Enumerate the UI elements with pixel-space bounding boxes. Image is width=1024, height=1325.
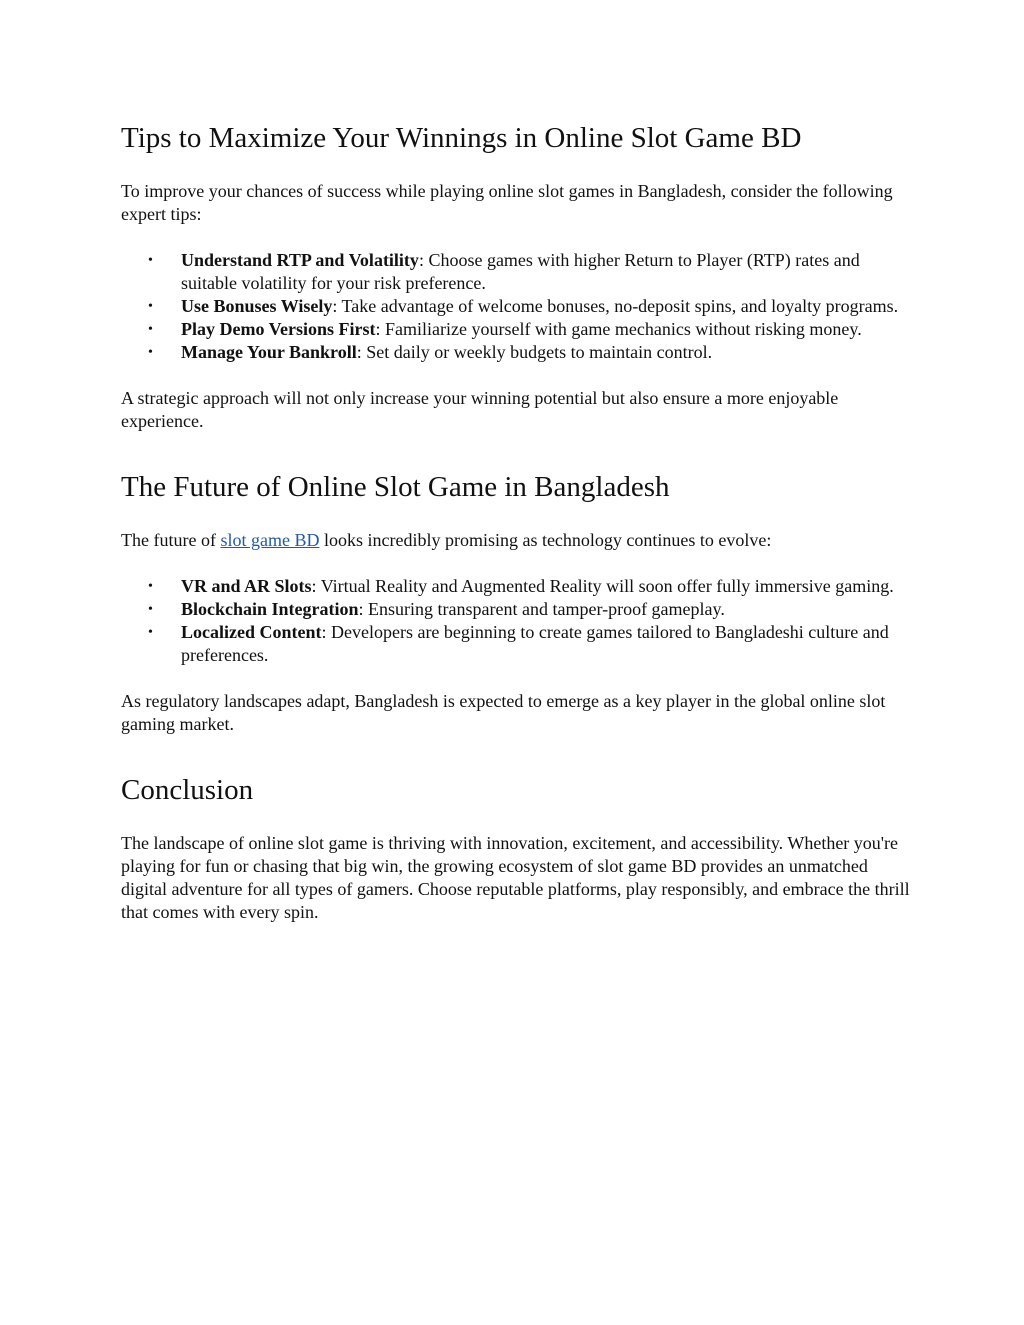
- future-list: [121, 575, 911, 667]
- list-item-text: : Set daily or weekly budgets to maintain control.: [356, 342, 713, 362]
- future-intro-after: looks incredibly promising as technology continues to evolve:: [319, 530, 772, 550]
- tips-heading: Tips to Maximize Your Winnings in Online Slot Game BD: [121, 122, 802, 154]
- list-item: [148, 621, 911, 667]
- list-item: [148, 598, 911, 621]
- conclusion-paragraph: The landscape of online slot game is thriving with innovation, excitement, and accessibility. Whether you're playing for fun or chasing that big win, the growing ecosystem of slot game BD provides an unmatched digital adventure for all types of gamers. Choose reputable platforms, play responsibly, and embrace the thrill that comes with every spin.: [121, 833, 910, 922]
- conclusion-heading: Conclusion: [121, 774, 254, 806]
- document-page: [121, 118, 911, 924]
- list-item-term: Understand RTP and Volatility: [181, 250, 419, 270]
- tips-intro-paragraph: To improve your chances of success while playing online slot games in Bangladesh, consider the following expert tips:: [121, 181, 893, 224]
- list-item-term: Blockchain Integration: [181, 599, 359, 619]
- list-item-text: : Ensuring transparent and tamper-proof gameplay.: [358, 599, 725, 619]
- bullet-icon: •: [148, 345, 153, 360]
- list-item-term: Use Bonuses Wisely: [181, 296, 333, 316]
- list-item-term: Play Demo Versions First: [181, 319, 376, 339]
- bullet-icon: •: [148, 602, 153, 617]
- list-item: [148, 318, 911, 341]
- slot-game-bd-link[interactable]: slot game BD: [220, 530, 320, 550]
- future-intro-paragraph: [121, 529, 911, 552]
- tips-list: [121, 249, 911, 364]
- list-item: [148, 341, 911, 364]
- list-item-text: : Take advantage of welcome bonuses, no-deposit spins, and loyalty programs.: [332, 296, 899, 316]
- list-item-text: : Familiarize yourself with game mechanics without risking money.: [375, 319, 862, 339]
- list-item-term: Localized Content: [181, 622, 322, 642]
- list-item: [148, 249, 911, 295]
- bullet-icon: •: [148, 579, 153, 594]
- bullet-icon: •: [148, 253, 153, 268]
- list-item-text: : Developers are beginning to create games tailored to Bangladeshi culture and preferences.: [181, 622, 889, 665]
- list-item: [148, 575, 911, 598]
- future-intro-before: The future of: [121, 530, 221, 550]
- bullet-icon: •: [148, 322, 153, 337]
- list-item-text: : Choose games with higher Return to Player (RTP) rates and suitable volatility for your risk preference.: [181, 250, 860, 293]
- bullet-icon: •: [148, 625, 153, 640]
- list-item-text: : Virtual Reality and Augmented Reality will soon offer fully immersive gaming.: [311, 576, 894, 596]
- future-closing-paragraph: As regulatory landscapes adapt, Bangladesh is expected to emerge as a key player in the global online slot gaming market.: [121, 691, 886, 734]
- list-item: [148, 295, 911, 318]
- tips-closing-paragraph: A strategic approach will not only increase your winning potential but also ensure a more enjoyable experience.: [121, 388, 839, 431]
- bullet-icon: •: [148, 299, 153, 314]
- future-heading: The Future of Online Slot Game in Bangladesh: [121, 471, 670, 503]
- list-item-term: VR and AR Slots: [181, 576, 312, 596]
- list-item-term: Manage Your Bankroll: [181, 342, 357, 362]
